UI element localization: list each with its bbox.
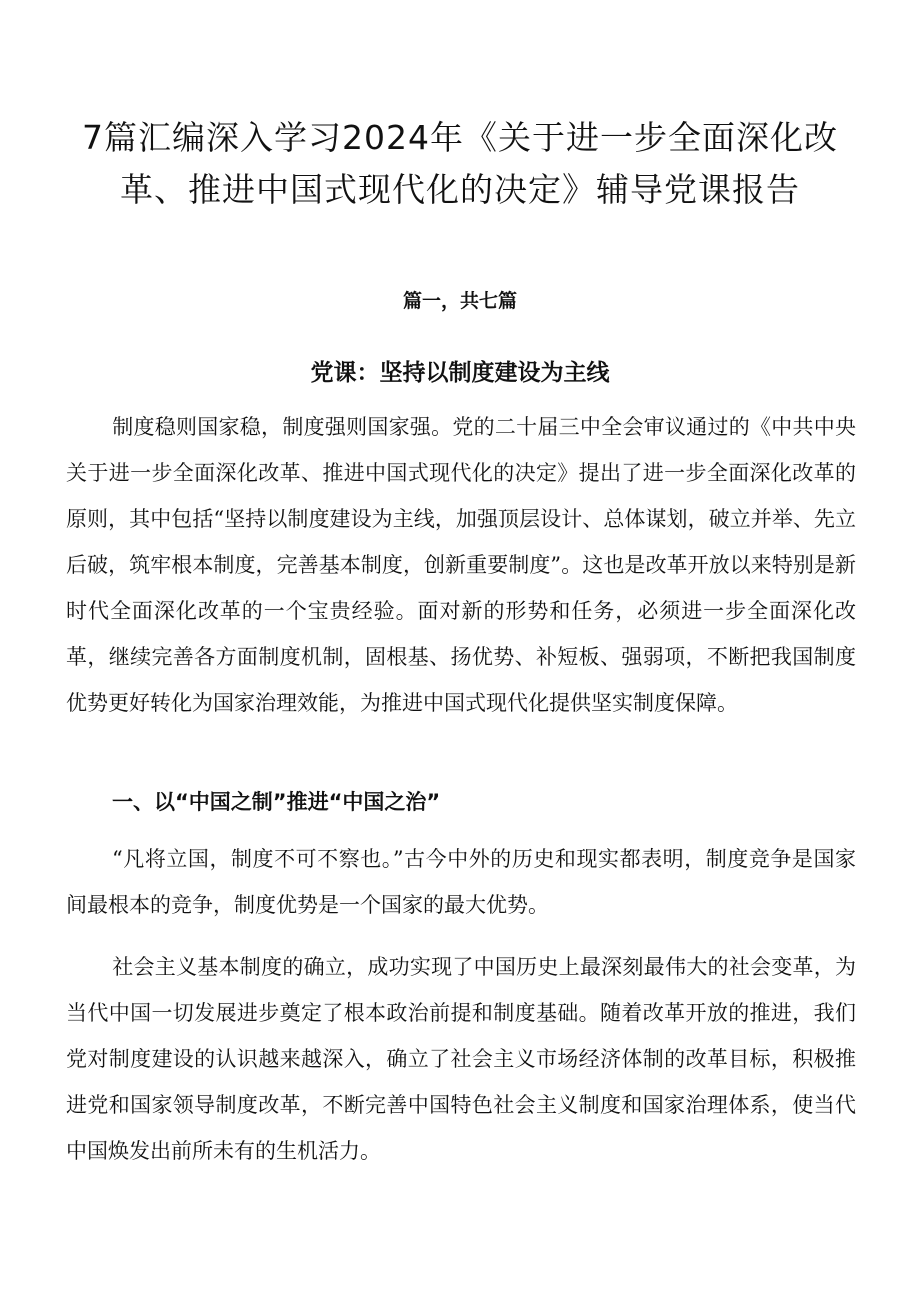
lecture-subtitle: 党课：坚持以制度建设为主线 bbox=[310, 360, 610, 386]
paragraph-quote bbox=[66, 836, 856, 928]
paragraph-quote-text: “凡将立国，制度不可不察也。”古今中外的历史和现实都表明，制度竞争是国家间最根本的竞争，制度优势是一个国家的最大优势。 bbox=[66, 847, 856, 917]
paragraph-history bbox=[66, 944, 856, 1174]
paragraph-intro-text: 制度稳则国家稳，制度强则国家强。党的二十届三中全会审议通过的《中共中央关于进一步全面深化改革、推进中国式现代化的决定》提出了进一步全面深化改革的原则，其中包括“坚持以制度建设为主线，加强顶层设计、总体谋划，破立并举、先立后破，筑牢根本制度，完善基本制度，创新重要制度”。这也是改革开放以来特别是新时代全面深化改革的一个宝贵经验。面对新的形势和任务，必须进一步全面深化改革，继续完善各方面制度机制，固根基、扬优势、补短板、强弱项，不断把我国制度优势更好转化为国家治理效能，为推进中国式现代化提供坚实制度保障。 bbox=[66, 415, 856, 715]
document-title-line-2: 革、推进中国式现代化的决定》辅导党课报告 bbox=[120, 170, 800, 209]
series-label: 篇一，共七篇 bbox=[402, 290, 517, 312]
paragraph-intro bbox=[66, 404, 856, 726]
document-title-line-1: 7篇汇编深入学习2024年《关于进一步全面深化改 bbox=[82, 118, 838, 157]
paragraph-history-text: 社会主义基本制度的确立，成功实现了中国历史上最深刻最伟大的社会变革，为当代中国一切发展进步奠定了根本政治前提和制度基础。随着改革开放的推进，我们党对制度建设的认识越来越深入，确立了社会主义市场经济体制的改革目标，积极推进党和国家领导制度改革，不断完善中国特色社会主义制度和国家治理体系，使当代中国焕发出前所未有的生机活力。 bbox=[66, 955, 856, 1163]
section-heading: 一、以“中国之制”推进“中国之治” bbox=[112, 790, 441, 814]
